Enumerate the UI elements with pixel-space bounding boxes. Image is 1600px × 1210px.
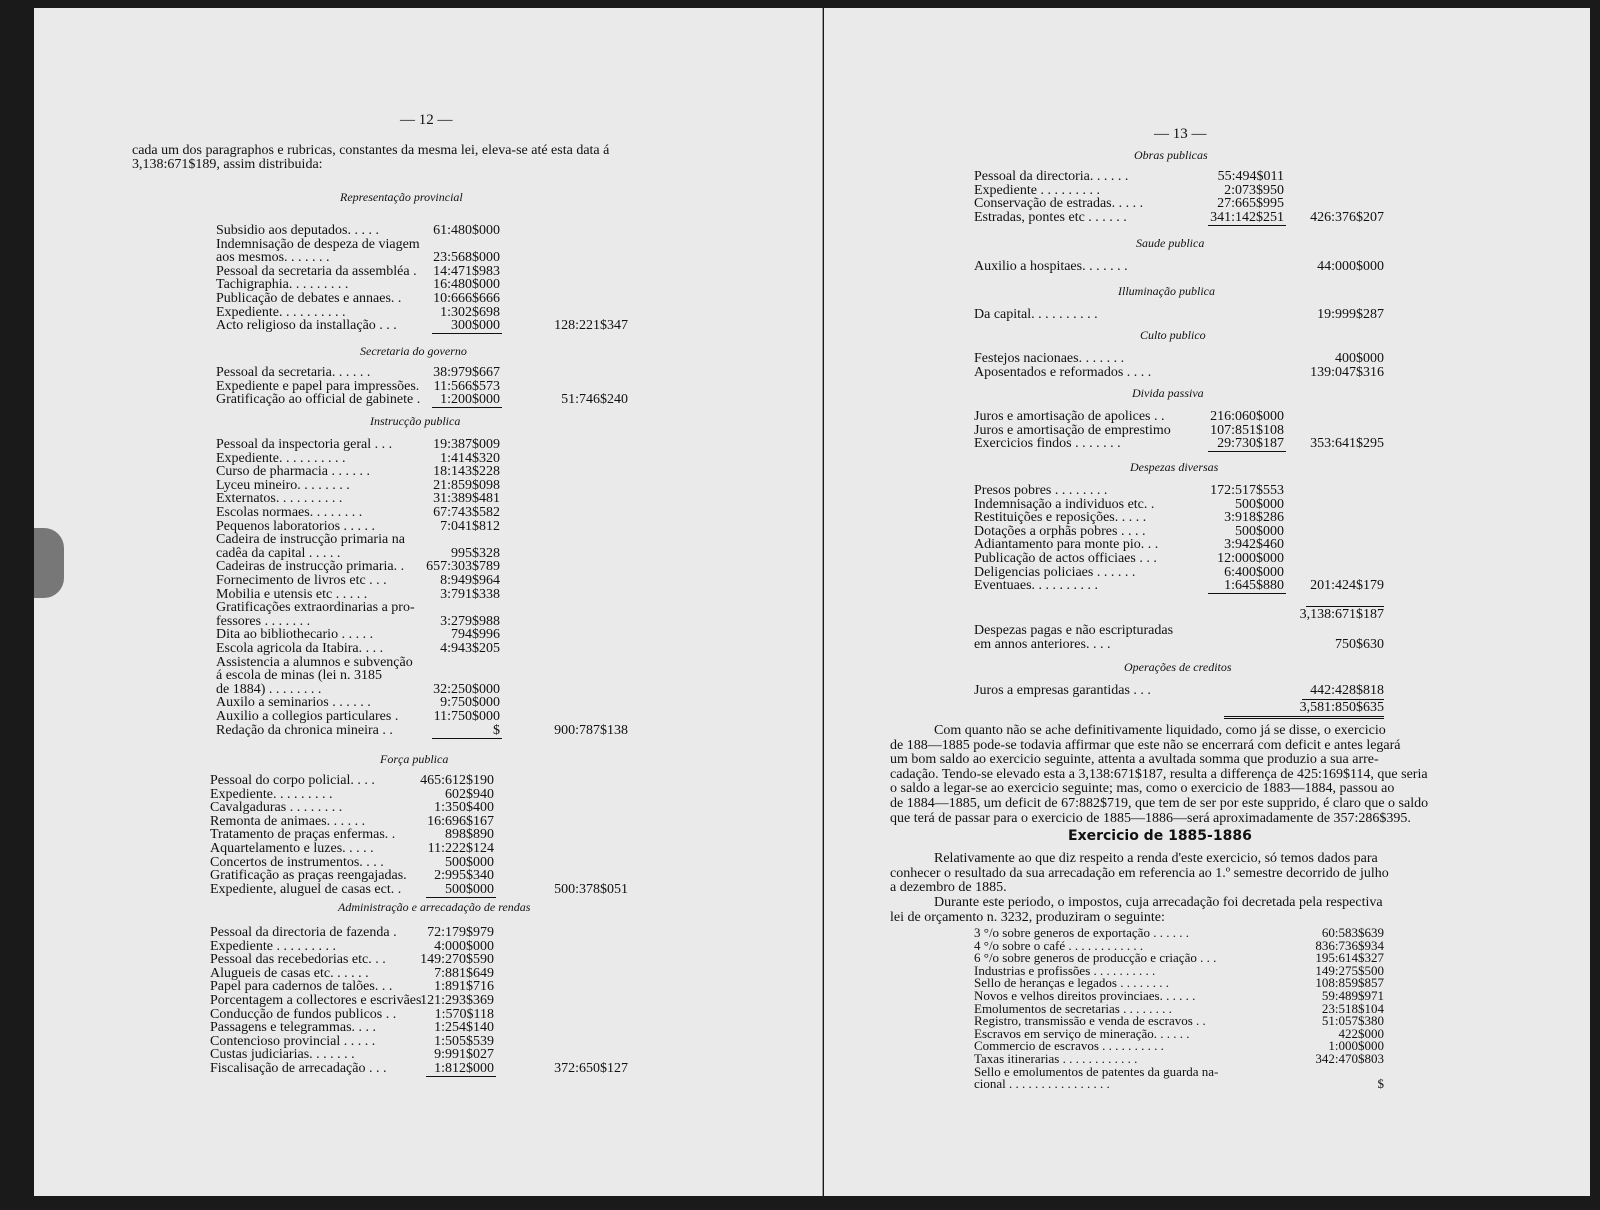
row-label: Indemnisação de despeza de viagem	[216, 236, 420, 252]
row-amount: 9:991$027	[434, 1047, 494, 1063]
revenue-value: 60:583$639	[1321, 925, 1384, 940]
row-amount: 1:645$880	[1224, 578, 1284, 594]
row-label: Remonta de animaes. . . . . .	[210, 813, 366, 829]
paragraph-line: de 1884—1885, um deficit de 67:882$719, que tem de ser por este supprido, é claro que o saldo	[890, 795, 1429, 811]
row-label: fessores . . . . . . .	[216, 613, 311, 629]
revenue-value: 59:489$971	[1321, 988, 1384, 1003]
row-label: Expediente, aluguel de casas ect. .	[210, 881, 402, 897]
paragraph-line: um bom saldo ao exercicio seguinte, attenta a avultada somma que produzio a sua arre-	[890, 752, 1379, 768]
row-label: Externatos. . . . . . . . . .	[216, 491, 343, 507]
row-amount: 1:254$140	[434, 1020, 494, 1036]
row-amount: 55:494$011	[1217, 169, 1284, 184]
ledger-row	[974, 437, 1384, 451]
ledger-row	[974, 552, 1384, 566]
paragraph-line: Com quanto não se ache definitivamente liquidado, como já se disse, o exercicio	[934, 723, 1386, 738]
subtotal-rule	[426, 897, 496, 898]
row-amount: 3:279$988	[440, 613, 500, 629]
row-label: Assistencia a alumnos e subvenção	[216, 654, 413, 670]
row-amount: 31:389$481	[433, 491, 500, 507]
row-amount: 1:891$716	[434, 979, 494, 995]
row-amount: 898$890	[445, 827, 494, 843]
row-total: 426:376$207	[1310, 209, 1384, 225]
ledger-row	[216, 224, 628, 238]
ledger-row	[974, 484, 1384, 498]
revenue-label: Novos e velhos direitos provinciaes. . . . . .	[974, 988, 1196, 1003]
row-amount: 500$000	[445, 854, 494, 870]
row-label: Papel para cadernos de talões. . .	[210, 979, 393, 995]
row-amount: 12:000$000	[1217, 551, 1284, 566]
ledger-row	[216, 642, 628, 656]
row-amount: 4:943$205	[440, 641, 500, 656]
revenue-value: 108:859$857	[1315, 975, 1384, 991]
section-title-0: Representação provincial	[340, 190, 463, 204]
row-label: Expediente . . . . . . . . .	[210, 938, 336, 954]
revenue-label: 3 °/o sobre generos de exportação . . . . . .	[974, 925, 1189, 940]
row-label: Juros e amortisação de apolices . .	[974, 409, 1165, 424]
revenue-value: 422$000	[1338, 1025, 1384, 1041]
row-label: Expediente. . . . . . . . .	[210, 786, 333, 802]
section-title-2: Instrucção publica	[370, 414, 461, 428]
row-amount: 3:942$460	[1224, 537, 1284, 553]
row-amount: 10:666$666	[433, 291, 500, 306]
row-label: Acto religioso da installação . . .	[216, 318, 397, 334]
paragraph-line: a dezembro de 1885.	[890, 880, 1007, 896]
row-label: Conducção de fundos publicos . .	[210, 1006, 397, 1022]
row-label: Expediente e papel para impressões.	[216, 378, 420, 394]
paragraph-line: lei de orçamento n. 3232, produziram o seguinte:	[890, 909, 1165, 925]
paragraph-line: Durante este periodo, o impostos, cuja arrecadação foi decretada pela respectiva	[934, 895, 1383, 910]
row-label: Auxilio a hospitaes. . . . . . .	[974, 259, 1128, 274]
row-amount: 6:400$000	[1224, 564, 1284, 580]
row-amount: 14:471$983	[433, 263, 500, 279]
intro-line-2: 3,138:671$189, assim distribuida:	[132, 157, 323, 172]
revenue-value: 1:000$000	[1328, 1038, 1384, 1054]
section-total: 128:221$347	[554, 318, 628, 334]
row-amount: 38:979$667	[433, 365, 500, 380]
ledger-row	[974, 308, 1384, 322]
ledger-row	[974, 366, 1384, 380]
paragraph-revenue-intro	[890, 852, 1466, 896]
row-label: Escolas normaes. . . . . . . .	[216, 505, 363, 520]
row-label: Aposentados e reformados . . . .	[974, 364, 1152, 380]
row-label: Adiantamento para monte pio. . .	[974, 537, 1159, 553]
row-label: Indemnisação a individuos etc. .	[974, 496, 1155, 512]
section-title-3: Culto publico	[1140, 328, 1206, 342]
row-label: cadêa da capital . . . . .	[216, 545, 341, 561]
paragraph-line: que terá de passar para o exercicio de 1885—1886—será aproximadamente de 357:286$395.	[890, 810, 1411, 826]
ledger-row	[210, 842, 628, 856]
credit-label: Juros a empresas garantidas . . .	[974, 683, 1151, 698]
row-label: Pequenos laboratorios . . . . .	[216, 518, 376, 534]
revenue-label: Industrias e profissões . . . . . . . . . .	[974, 962, 1156, 978]
row-label: Aquartelamento e luzes. . . . .	[210, 841, 374, 856]
row-label: aos mesmos. . . . . . .	[216, 250, 330, 266]
row-amount: 16:480$000	[433, 277, 500, 293]
binder-clip	[34, 528, 64, 598]
paragraph-line: Relativamente ao que diz respeito a renda d'este exercicio, só temos dados para	[934, 851, 1378, 866]
row-amount: 1:505$539	[434, 1033, 494, 1049]
subtotal-rule	[1208, 593, 1286, 594]
row-label: Publicação de actos officiaes . . .	[974, 551, 1157, 566]
row-label: Gratificação ao official de gabinete .	[216, 392, 421, 408]
page-number-12: — 12 —	[400, 112, 453, 128]
paragraph-balance	[890, 724, 1466, 826]
section-total: 51:746$240	[561, 392, 628, 408]
subtotal-rule	[432, 333, 502, 334]
ledger-row	[210, 926, 628, 940]
section-total: 900:787$138	[554, 722, 628, 738]
revenue-label: cional . . . . . . . . . . . . . . . .	[974, 1076, 1110, 1092]
row-label: Pessoal da inspectoria geral . . .	[216, 437, 393, 452]
row-amount: 27:665$995	[1217, 196, 1284, 212]
row-amount: 4:000$000	[434, 938, 494, 954]
section-title-1: Saude publica	[1136, 236, 1205, 250]
ledger-row	[210, 774, 628, 788]
row-label: Cadeiras de instrucção primaria. .	[216, 559, 405, 575]
row-amount: 9:750$000	[440, 695, 500, 711]
row-amount: 1:302$698	[440, 304, 500, 320]
revenue-label: Registro, transmissão e venda de escravos . .	[974, 1013, 1206, 1029]
ledger-row	[974, 352, 1384, 366]
row-amount: 172:517$553	[1210, 483, 1284, 498]
right-page	[824, 8, 1590, 1196]
row-amount: 3:918$286	[1224, 510, 1284, 526]
section-title-1: Secretaria do governo	[360, 344, 467, 358]
row-amount: 107:851$108	[1210, 422, 1284, 438]
row-amount: 11:222$124	[427, 841, 494, 856]
row-amount: 341:142$251	[1210, 209, 1284, 225]
row-amount: 149:270$590	[420, 952, 494, 968]
row-label: Auxilo a seminarios . . . . . .	[216, 695, 371, 711]
revenue-label: 6 °/o sobre generos de producção e criação . . .	[974, 950, 1217, 966]
revenue-label: Commercio de escravos . . . . . . . . . .	[974, 1038, 1164, 1054]
ledger-row	[974, 211, 1384, 225]
row-amount: 500$000	[1235, 496, 1284, 512]
row-total: 201:424$179	[1310, 578, 1384, 594]
row-label: Custas judiciarias. . . . . . .	[210, 1047, 355, 1063]
row-label: Auxilio a collegios particulares .	[216, 709, 399, 724]
row-label: Tachigraphia. . . . . . . . .	[216, 277, 349, 293]
row-amount: 1:200$000	[440, 392, 500, 408]
row-total: 139:047$316	[1310, 364, 1384, 380]
page-number-13: — 13 —	[1154, 126, 1207, 142]
row-label: Presos pobres . . . . . . . .	[974, 483, 1108, 498]
row-amount: 2:073$950	[1224, 182, 1284, 198]
section-title-5: Despezas diversas	[1130, 460, 1219, 474]
subtotal-rule	[1208, 451, 1286, 452]
row-label: Festejos nacionaes. . . . . . .	[974, 351, 1125, 366]
row-amount: 61:480$000	[433, 223, 500, 238]
subtotal-rule	[432, 407, 502, 408]
row-label: Contencioso provincial . . . . .	[210, 1033, 376, 1049]
row-label: Pessoal da secretaria. . . . . .	[216, 365, 371, 380]
row-label: Gratificação as praças reengajadas.	[210, 868, 407, 884]
revenue-row	[974, 1077, 1384, 1090]
left-page	[34, 8, 823, 1196]
ledger-row	[974, 579, 1384, 593]
revenue-value: $	[1377, 1076, 1384, 1092]
unrecorded-row-2	[974, 638, 1384, 652]
row-amount: 11:750$000	[433, 709, 500, 724]
revenue-label: Emolumentos de secretarias . . . . . . . .	[974, 1000, 1172, 1016]
row-total: 19:999$287	[1317, 307, 1384, 322]
row-label: Lyceu mineiro. . . . . . . .	[216, 477, 350, 493]
ledger-row	[216, 710, 628, 724]
row-label: Exercicios findos . . . . . . .	[974, 436, 1121, 452]
unrecorded-label-2: em annos anteriores. . . .	[974, 637, 1111, 652]
row-amount: 23:568$000	[433, 250, 500, 266]
subtotal-rule	[432, 738, 502, 739]
row-label: Tratamento de praças enfermas. .	[210, 827, 396, 843]
row-label: Concertos de instrumentos. . . .	[210, 854, 384, 870]
row-amount: 67:743$582	[433, 505, 500, 520]
intro-line-1: cada um dos paragraphos e rubricas, constantes da mesma lei, eleva-se até esta data á	[132, 143, 610, 158]
row-label: á escola de minas (lei n. 3185	[216, 668, 383, 684]
revenue-value: 23:518$104	[1321, 1000, 1384, 1016]
row-amount: 500$000	[1235, 523, 1284, 539]
row-label: Conservação de estradas. . . . .	[974, 196, 1144, 212]
grand-total-row	[974, 701, 1384, 715]
credit-row	[974, 684, 1384, 698]
ledger-row	[216, 438, 628, 452]
row-label: Redação da chronica mineira . .	[216, 722, 393, 738]
row-amount: 1:570$118	[434, 1006, 494, 1022]
section-title-0: Obras publicas	[1134, 148, 1208, 162]
revenue-label: Sello de heranças e legados . . . . . . . .	[974, 975, 1169, 991]
row-label: Pessoal da directoria de fazenda .	[210, 925, 397, 940]
section-total: 500:378$051	[554, 881, 628, 897]
row-amount: 216:060$000	[1210, 409, 1284, 424]
ledger-row	[974, 170, 1384, 184]
ledger-row	[974, 260, 1384, 274]
unrecorded-label-1: Despezas pagas e não escripturadas	[974, 623, 1174, 638]
row-total: 400$000	[1335, 351, 1384, 366]
revenue-label: Escravos em serviço de mineração. . . . . .	[974, 1025, 1190, 1041]
row-label: Escola agricola da Itabira. . . .	[216, 641, 384, 656]
row-amount: 19:387$009	[433, 437, 500, 452]
row-label: Expediente. . . . . . . . . .	[216, 450, 346, 466]
revenue-value: 836:736$934	[1315, 937, 1384, 953]
row-label: Dita ao bibliothecario . . . . .	[216, 627, 374, 643]
row-total: 353:641$295	[1310, 436, 1384, 452]
row-label: Pessoal do corpo policial. . . .	[210, 773, 375, 788]
row-amount: 21:859$098	[433, 477, 500, 493]
row-label: Cavalgaduras . . . . . . . .	[210, 800, 343, 816]
row-label: Estradas, pontes etc . . . . . .	[974, 209, 1127, 225]
row-amount: 602$940	[445, 786, 494, 802]
subtotal-rule	[426, 1076, 496, 1077]
row-amount: 7:041$812	[440, 518, 500, 534]
revenue-label: 4 °/o sobre o café . . . . . . . . . . . .	[974, 937, 1144, 953]
ledger-row	[974, 410, 1384, 424]
row-amount: 1:414$320	[440, 450, 500, 466]
revenue-value: 149:275$500	[1315, 962, 1384, 978]
row-amount: 121:293$369	[420, 993, 494, 1008]
credit-value: 442:428$818	[1310, 683, 1384, 698]
subtotal-value: 3,138:671$187	[1299, 607, 1384, 622]
row-label: Fornecimento de livros etc . . .	[216, 573, 387, 588]
row-amount: 465:612$190	[420, 773, 494, 788]
row-label: Publicação de debates e annaes. .	[216, 291, 402, 306]
revenue-value: 51:057$380	[1321, 1013, 1384, 1029]
row-amount: 29:730$187	[1217, 436, 1284, 452]
row-amount: 300$000	[451, 318, 500, 334]
row-label: Deligencias policiaes . . . . . .	[974, 564, 1136, 580]
row-label: Subsidio aos deputados. . . . .	[216, 223, 379, 238]
revenue-label: Sello e emolumentos de patentes da guarda na-	[974, 1063, 1219, 1079]
grand-total-value: 3,581:850$635	[1299, 700, 1384, 715]
paragraph-line: de 188—1885 pode-se todavia affirmar que este não se encerrará com deficit e antes legará	[890, 737, 1401, 753]
row-label: Mobilia e utensis etc . . . . .	[216, 586, 368, 602]
row-amount: 794$996	[451, 627, 500, 643]
subtotal-rule	[1208, 225, 1286, 226]
row-label: Restituições e reposições. . . . .	[974, 510, 1147, 526]
row-amount: 2:995$340	[434, 868, 494, 884]
row-amount: 7:881$649	[434, 965, 494, 981]
ledger-row	[216, 506, 628, 520]
row-label: Dotações a orphãs pobres . . . .	[974, 523, 1146, 539]
row-label: Passagens e telegrammas. . . .	[210, 1020, 377, 1036]
section-title-2: Illuminação publica	[1118, 284, 1215, 298]
row-amount: 8:949$964	[440, 573, 500, 588]
revenue-label: Taxas itinerarias . . . . . . . . . . . .	[974, 1051, 1138, 1066]
row-label: Da capital. . . . . . . . . .	[974, 307, 1098, 322]
row-label: Fiscalisação de arrecadação . . .	[210, 1061, 387, 1076]
section-title-3: Força publica	[380, 752, 449, 766]
ledger-row	[210, 994, 628, 1008]
section-title-4: Administração e arrecadação de rendas	[338, 900, 531, 914]
row-label: Expediente. . . . . . . . . .	[216, 304, 346, 320]
ledger-row	[216, 366, 628, 380]
paragraph-line: cadação. Tendo-se elevado esta a 3,138:671$187, resulta a differença de 425:169$114, que seria	[890, 766, 1428, 782]
section-title-credit: Operações de creditos	[1124, 660, 1232, 674]
row-label: de 1884) . . . . . . . .	[216, 681, 322, 697]
ledger-row	[216, 574, 628, 588]
paragraph-line: o saldo a legar-se ao exercicio seguinte; mas, como o exercicio de 1883—1884, passou ao	[890, 781, 1395, 797]
row-amount: 1:812$000	[434, 1061, 494, 1076]
unrecorded-row-1	[974, 624, 1384, 638]
heading-exercicio-1885-1886: Exercicio de 1885-1886	[1068, 828, 1252, 844]
row-amount: 32:250$000	[433, 681, 500, 697]
row-label: Eventuaes. . . . . . . . . .	[974, 578, 1099, 594]
row-label: Pessoal das recebedorias etc. . .	[210, 952, 386, 968]
section-title-4: Divida passiva	[1132, 386, 1204, 400]
unrecorded-value: 750$630	[1335, 637, 1384, 652]
row-total: 44:000$000	[1317, 259, 1384, 274]
row-label: Alugueis de casas etc. . . . . .	[210, 965, 369, 981]
row-label: Curso de pharmacia . . . . . .	[216, 464, 370, 480]
subtotal-row	[974, 608, 1384, 622]
row-amount: 1:350$400	[434, 800, 494, 816]
row-label: Gratificações extraordinarias a pro-	[216, 600, 415, 616]
revenue-value: 195:614$327	[1315, 950, 1384, 966]
row-label: Pessoal da directoria. . . . . .	[974, 169, 1129, 184]
row-amount: $	[493, 722, 500, 738]
row-amount: 500$000	[445, 881, 494, 897]
row-label: Porcentagem a collectores e escrivães	[210, 993, 422, 1008]
section-total: 372:650$127	[554, 1061, 628, 1076]
row-label: Juros e amortisação de emprestimo	[974, 422, 1171, 438]
row-amount: 3:791$338	[440, 586, 500, 602]
row-label: Cadeira de instrucção primaria na	[216, 532, 405, 548]
row-amount: 18:143$228	[433, 464, 500, 480]
row-label: Pessoal da secretaria da assembléa .	[216, 263, 417, 279]
revenue-value: 342:470$803	[1315, 1051, 1384, 1066]
paragraph-line: conhecer o resultado da sua arrecadação em referencia ao 1.º semestre decorrido de julho	[890, 865, 1389, 881]
row-amount: 11:566$573	[433, 378, 500, 394]
row-label: Expediente . . . . . . . . .	[974, 182, 1100, 198]
paragraph-period	[890, 896, 1466, 925]
ledger-row	[216, 292, 628, 306]
row-amount: 72:179$979	[427, 925, 494, 940]
row-amount: 16:696$167	[427, 813, 494, 829]
row-amount: 657:303$789	[426, 559, 500, 575]
row-amount: 995$328	[451, 545, 500, 561]
